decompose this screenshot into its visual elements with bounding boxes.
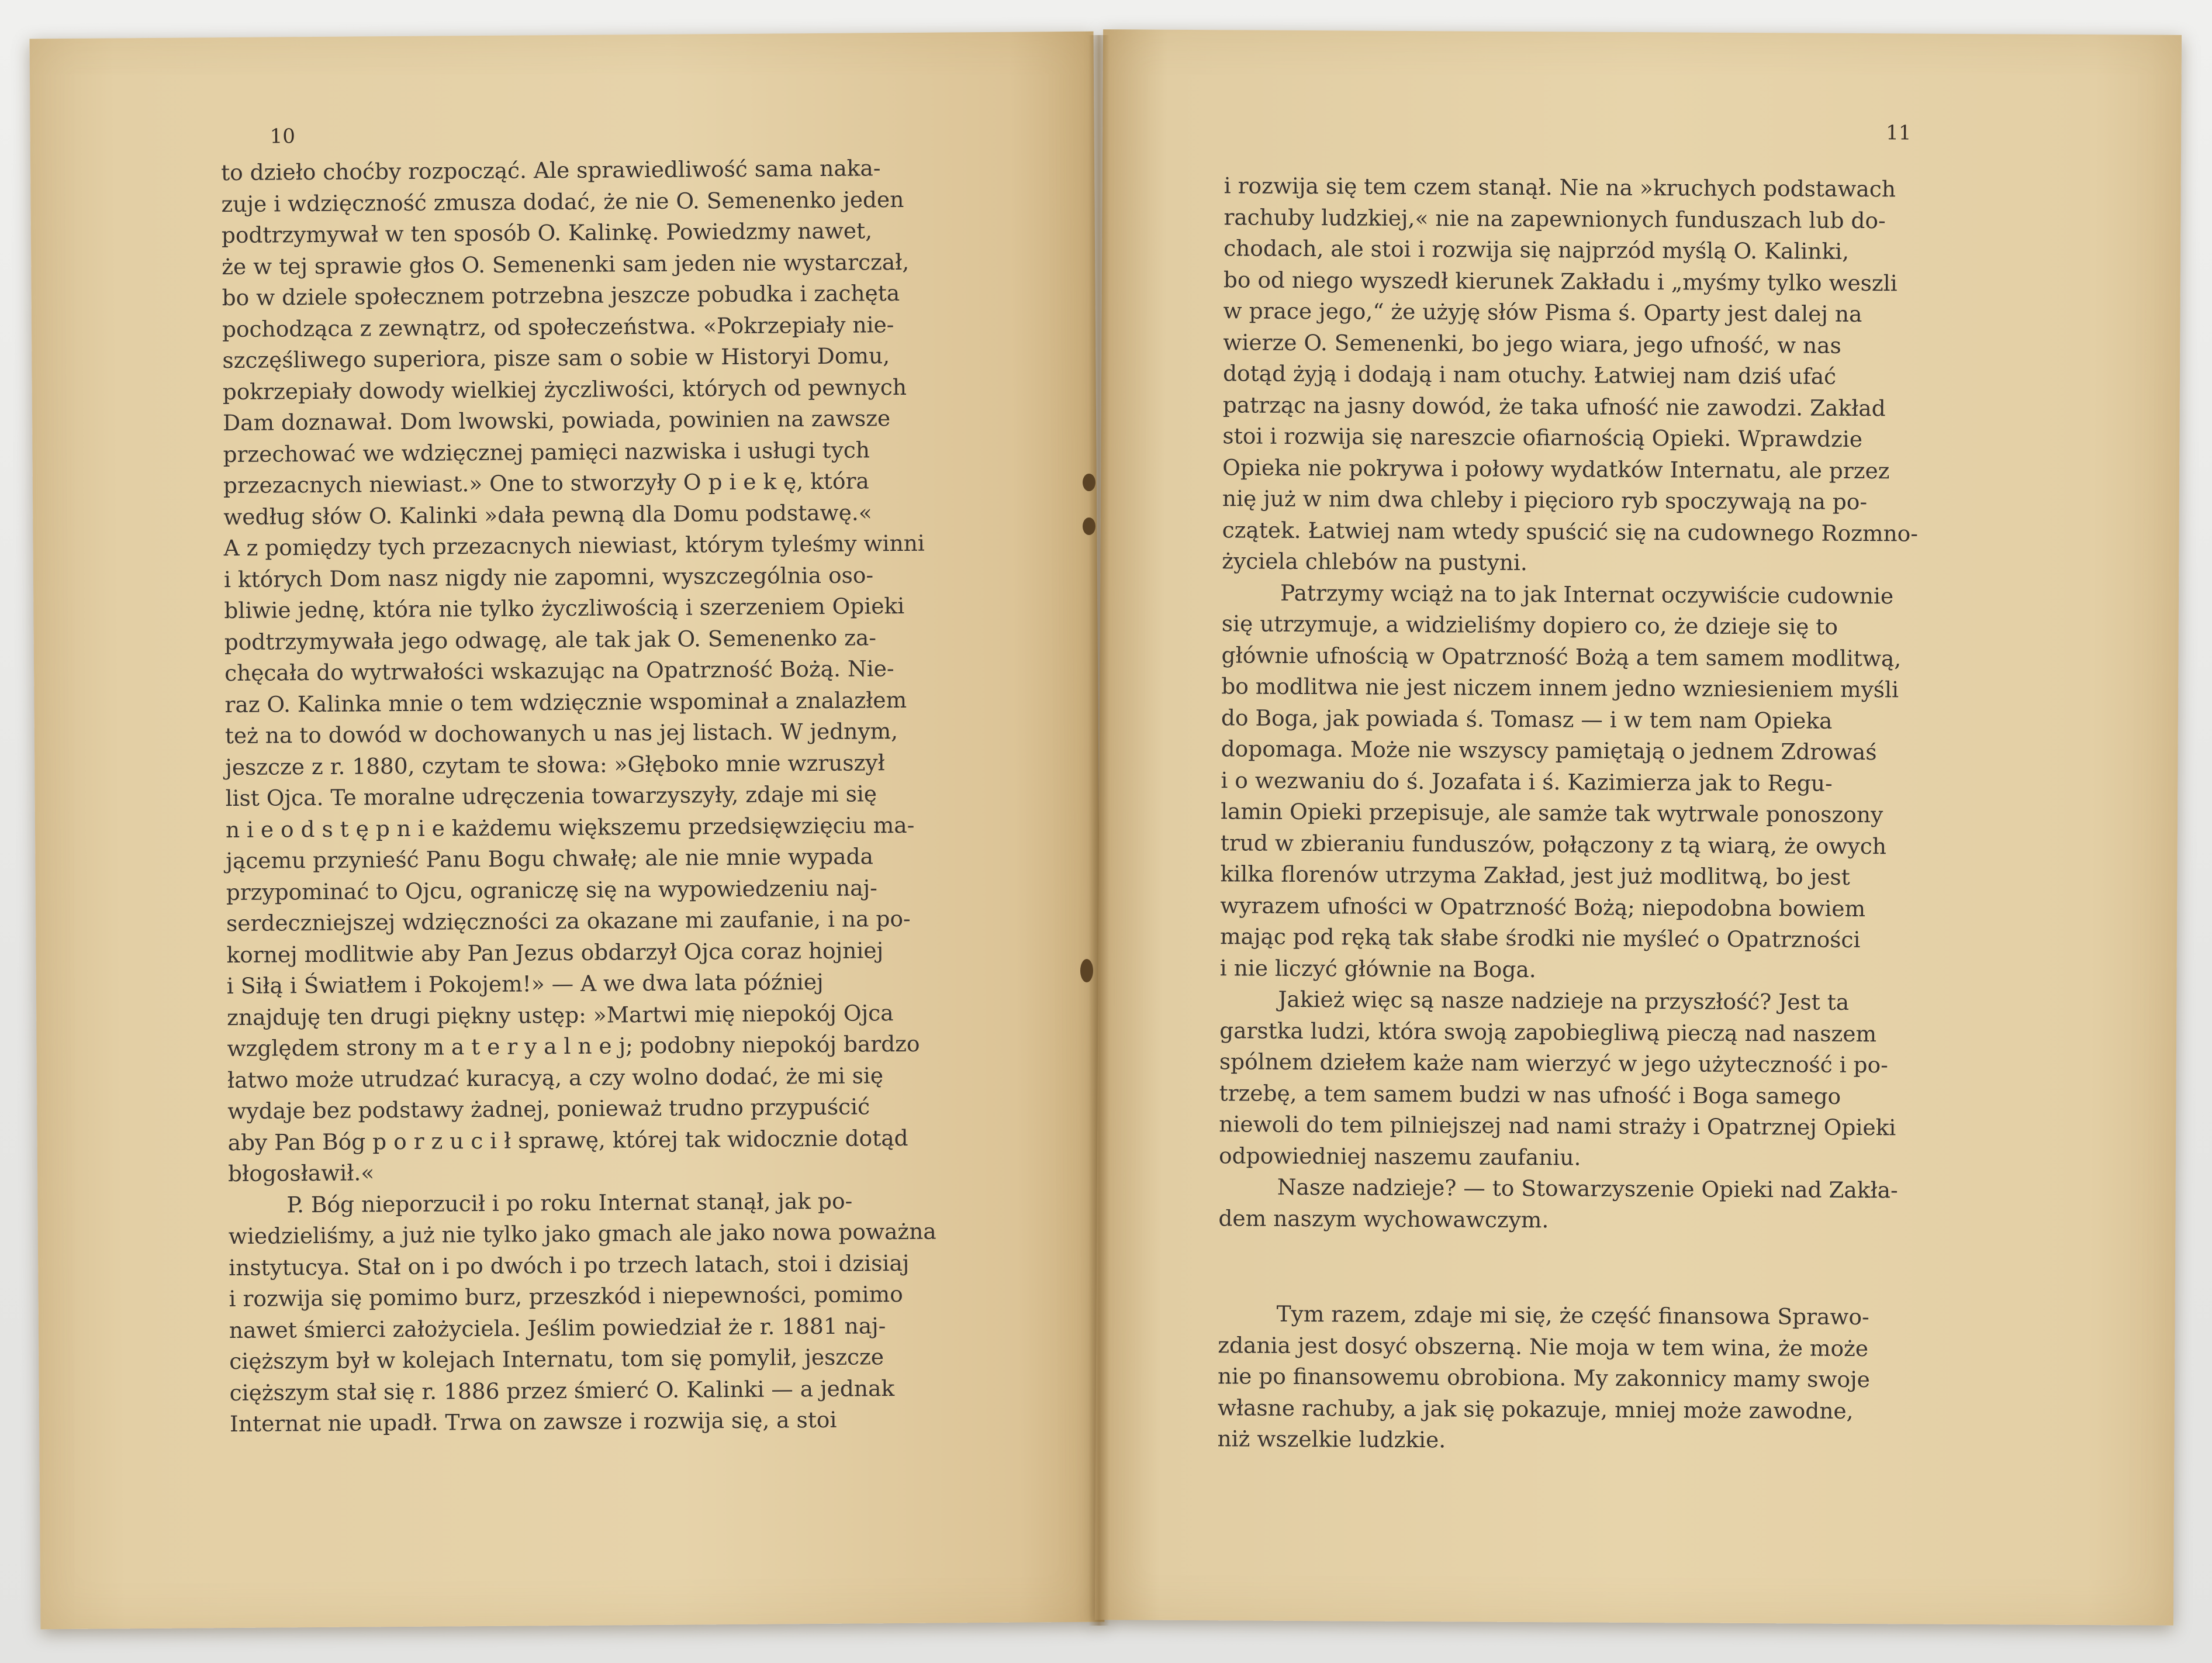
text-line: że w tej sprawie głos O. Semenenki sam jeden nie wystarczał, [222,249,910,280]
text-line: instytucya. Stał on i po dwóch i po trzech latach, stoi i dzisiaj [229,1250,910,1281]
text-line: Tym razem, zdaje mi się, że część finansowa Sprawo- [1276,1300,1869,1330]
text-line: chęcała do wytrwałości wskazując na Opatrzność Bożą. Nie- [224,655,894,686]
text-line: i rozwija się tem czem stanął. Nie na »kruchych podstawach [1223,172,1896,202]
text-line: przechować we wdzięcznej pamięci nazwiska i usługi tych [223,436,870,467]
text-line: wyrazem ufności w Opatrzność Bożą; niepodobna bowiem [1220,892,1866,922]
text-line: Opieka nie pokrywa i połowy wydatków Internatu, ale przez [1222,454,1890,484]
text-line: jącemu przynieść Panu Bogu chwałę; ale nie mnie wypada [226,843,874,874]
text-line: Jakież więc są nasze nadzieje na przyszłość? Jest ta [1278,986,1850,1015]
binding-stitch [1083,517,1095,535]
text-line: trud w zbieraniu funduszów, połączony z tą wiarą, że owych [1220,829,1887,859]
text-line: i o wezwaniu do ś. Jozafata i ś. Kazimierza jak to Regu- [1221,767,1833,796]
text-line: niż wszelkie ludzkie. [1217,1426,1446,1453]
right-page [1095,29,2182,1626]
text-line: własne rachuby, a jak się pokazuje, mniej może zawodne, [1217,1394,1854,1424]
text-line: błogosławił.« [227,1160,375,1187]
binding-stitch [1080,959,1093,982]
text-line: bo od niego wyszedł kierunek Zakładu i „myśmy tylko weszli [1223,266,1898,296]
text-line: stoi i rozwija się nareszcie ofiarnością Opieki. Wprawdzie [1222,423,1863,452]
text-line: znajduję ten drugi piękny ustęp: »Martwi mię niepokój Ojca [227,999,894,1030]
text-line: bliwie jednę, która nie tylko życzliwością i szerzeniem Opieki [224,592,905,624]
text-line: Patrzymy wciąż na to jak Internat oczywiście cudownie [1280,579,1894,609]
text-line: i nie liczyć głównie na Boga. [1219,954,1536,982]
text-line: jeszcze z r. 1880, czytam te słowa: »Głęboko mnie wzruszył [225,749,885,780]
text-line: niewoli do tem pilniejszej nad nami straży i Opatrznej Opieki [1219,1111,1896,1141]
text-line: pokrzepiały dowody wielkiej życzliwości, których od pewnych [222,374,907,405]
text-line: Nasze nadzieje? — to Stowarzyszenie Opieki nad Zakła- [1277,1174,1898,1203]
text-line: według słów O. Kalinki »dała pewną dla Domu podstawę.« [223,499,872,530]
text-line: garstka ludzi, która swoją zapobiegliwą pieczą nad naszem [1219,1017,1877,1047]
text-line: cięższym stał się r. 1886 przez śmierć O. Kalinki — a jednak [229,1375,895,1406]
text-line: względem strony m a t e r y a l n e j; podobny niepokój bardzo [227,1030,920,1062]
text-line: zuje i wdzięczność zmusza dodać, że nie O. Semenenko jeden [221,186,904,217]
text-line: przezacnych niewiast.» One to stworzyły O p i e k ę, która [223,468,869,499]
text-line: lamin Opieki przepisuje, ale samże tak wytrwale ponoszony [1221,798,1883,828]
text-line: spólnem dziełem każe nam wierzyć w jego użyteczność i po- [1219,1048,1888,1078]
text-line: zdania jest dosyć obszerną. Nie moja w tem wina, że może [1218,1331,1869,1361]
text-line: cięższym był w kolejach Internatu, tom się pomylił, jeszcze [229,1344,884,1375]
text-line: bo modlitwa nie jest niczem innem jedno wzniesieniem myśli [1221,673,1899,703]
text-line: i których Dom nasz nigdy nie zapomni, wyszczególnia oso- [223,561,874,592]
text-line: wierze O. Semenenki, bo jego wiara, jego ufność, w nas [1223,329,1841,358]
text-line: dem naszym wychowawczym. [1218,1205,1549,1233]
text-line: szczęśliwego superiora, pisze sam o sobie w Historyi Domu, [222,343,890,374]
text-line: Internat nie upadł. Trwa on zawsze i rozwija się, a stoi [229,1406,837,1437]
text-line: list Ojca. Te moralne udręczenia towarzyszyły, zdaje mi się [225,781,877,812]
text-line: patrząc na jasny dowód, że taka ufność nie zawodzi. Zakład [1222,391,1886,421]
left-page-text [221,152,990,1440]
text-line: trzebę, a tem samem budzi w nas ufność i Boga samego [1219,1079,1841,1109]
text-line: to dzieło choćby rozpocząć. Ale sprawiedliwość sama naka- [220,155,881,186]
text-line: raz O. Kalinka mnie o tem wdzięcznie wspominał a znalazłem [224,686,907,717]
text-line: podtrzymywał w ten sposób O. Kalinkę. Powiedzmy nawet, [221,218,873,249]
text-line: też na to dowód w dochowanych u nas jej listach. W jednym, [224,718,898,749]
text-line: kornej modlitwie aby Pan Jezus obdarzył Ojca coraz hojniej [226,937,884,968]
text-line: głównie ufnością w Opatrzność Bożą a tem samem modlitwą, [1221,641,1902,671]
text-line: czątek. Łatwiej nam wtedy spuścić się na cudownego Rozmno- [1222,516,1919,546]
text-line: w prace jego,“ że użyję słów Pisma ś. Oparty jest dalej na [1223,298,1862,327]
book-spine [1088,35,1110,1626]
text-line: i Siłą i Światłem i Pokojem!» — A we dwa lata później [226,968,824,999]
left-page [30,32,1105,1630]
text-line: mając pod ręką tak słabe środki nie myśleć o Opatrzności [1219,923,1861,953]
text-line: rachuby ludzkiej,« nie na zapewnionych funduszach lub do- [1223,203,1886,233]
text-line: do Boga, jak powiada ś. Tomasz — i w tem nam Opieka [1221,704,1833,734]
text-line: wiedzieliśmy, a już nie tylko jako gmach ale jako nowa poważna [228,1218,936,1250]
text-line: P. Bóg nieporzucił i po roku Internat stanął, jak po- [286,1188,853,1217]
text-line: dopomaga. Może nie wszyscy pamiętają o jednem Zdrowaś [1221,736,1877,765]
text-line: łatwo może utrudzać kuracyą, a czy wolno dodać, że mi się [227,1062,884,1093]
text-line: wydaje bez podstawy żadnej, ponieważ trudno przypuścić [227,1093,870,1124]
text-line: serdeczniejszej wdzięczności za okazane mi zaufanie, i na po- [226,905,911,937]
text-line: się utrzymuje, a widzieliśmy dopiero co, że dzieje się to [1221,610,1838,640]
text-line: podtrzymywała jego odwagę, ale tak jak O. Semenenko za- [224,624,877,655]
text-line: pochodząca z zewnątrz, od społeczeństwa. «Pokrzepiały nie- [222,311,894,342]
text-line: Dam doznawał. Dom lwowski, powiada, powinien na zawsze [222,405,891,436]
text-line: A z pomiędzy tych przezacnych niewiast, którym tyleśmy winni [223,530,925,561]
right-page-text [1217,170,1983,1458]
text-line: aby Pan Bóg p o r z u c i ł sprawę, której tak widocznie dotąd [227,1124,908,1155]
text-line: n i e o d s t ę p n i e każdemu większemu przedsięwzięciu ma- [225,812,915,843]
text-line: bo w dziele społecznem potrzebna jeszcze pobudka i zachęta [222,280,900,311]
text-line: dotąd żyją i dodają i nam otuchy. Łatwiej nam dziś ufać [1222,360,1837,389]
text-line: życiela chlebów na pustyni. [1222,548,1527,576]
left-page-number: 10 [269,125,296,149]
text-line: kilka florenów utrzyma Zakład, jest już modlitwą, bo jest [1220,861,1850,890]
text-line: chodach, ale stoi i rozwija się najprzód myślą O. Kalinki, [1223,235,1850,264]
text-line: przypominać to Ojcu, ograniczę się na wypowiedzeniu naj- [226,874,878,905]
text-line: odpowiedniej naszemu zaufaniu. [1218,1142,1581,1170]
binding-stitch [1083,474,1095,491]
paragraph-gap [1218,1234,1979,1302]
text-line: nie po finansowemu obrobiona. My zakonnicy mamy swoje [1217,1363,1871,1393]
right-page-number: 11 [1886,121,1912,145]
text-line: nię już w nim dwa chleby i pięcioro ryb spoczywają na po- [1222,485,1868,515]
text-line: i rozwija się pomimo burz, przeszkód i niepewności, pomimo [229,1281,903,1312]
text-line: nawet śmierci założyciela. Jeślim powiedział że r. 1881 naj- [229,1312,886,1343]
